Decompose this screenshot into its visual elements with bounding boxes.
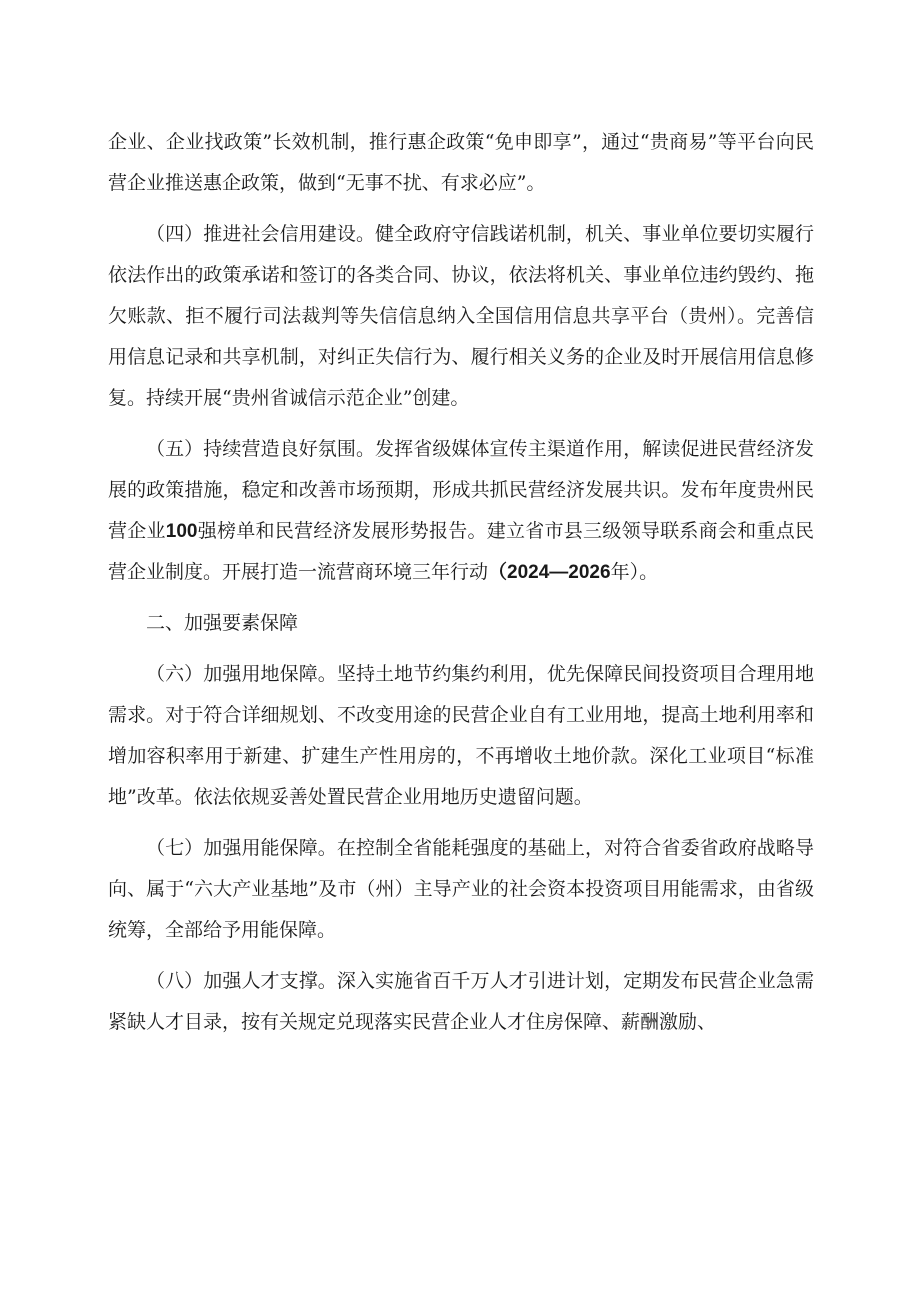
section-heading-factor-guarantee: 二、加强要素保障 — [146, 612, 299, 634]
paragraph-talent-support: （八）加强人才支撑。深入实施省百千万人才引进计划，定期发布民营企业急需紧缺人才目录，按有关规定兑现落实民营企业人才住房保障、薪酬激励、 — [108, 970, 814, 1033]
paragraph-atmosphere — [108, 429, 814, 593]
paragraph-atmosphere-text-1: （五）持续营造良好氛围。发挥省级媒体宣传主渠道作用，解读促进民营经济发展的政策措施，稳定和改善市场预期，形成共抓民营经济发展共识。发布年度贵州民营企业 — [108, 438, 814, 542]
paragraph-atmosphere-text-2: 强榜单和民营经济发展形势报告。建立省市县三级领导联系商会和重点民营企业制度。开展打造一流营商环境三年行动 — [108, 520, 814, 583]
paragraph-atmosphere-text-3: 年）。 — [610, 561, 659, 583]
number-100: 100 — [165, 521, 198, 542]
year-range: （2024—2026 — [488, 562, 611, 583]
paragraph-land-use: （六）加强用地保障。坚持土地节约集约利用，优先保障民间投资项目合理用地需求。对于符合详细规划、不改变用途的民营企业自有工业用地，提高土地利用率和增加容积率用于新建、扩建生产性用房的，不再增收土地价款。深化工业项目“标准地”改革。依法依规妥善处置民营企业用地历史遗留问题。 — [108, 663, 814, 808]
paragraph-continuation: 企业、企业找政策”长效机制，推行惠企政策“免申即享”，通过“贵商易”等平台向民营企业推送惠企政策，做到“无事不扰、有求必应”。 — [108, 131, 814, 194]
document-body — [108, 122, 814, 1053]
paragraph-social-credit: （四）推进社会信用建设。健全政府守信践诺机制，机关、事业单位要切实履行依法作出的政策承诺和签订的各类合同、协议，依法将机关、事业单位违约毁约、拖欠账款、拒不履行司法裁判等失信信息纳入全国信用信息共享平台（贵州）。完善信用信息记录和共享机制，对纠正失信行为、履行相关义务的企业及时开展信用信息修复。持续开展“贵州省诚信示范企业”创建。 — [108, 223, 814, 409]
paragraph-energy-use: （七）加强用能保障。在控制全省能耗强度的基础上，对符合省委省政府战略导向、属于“六大产业基地”及市（州）主导产业的社会资本投资项目用能需求，由省级统筹，全部给予用能保障。 — [108, 837, 814, 941]
